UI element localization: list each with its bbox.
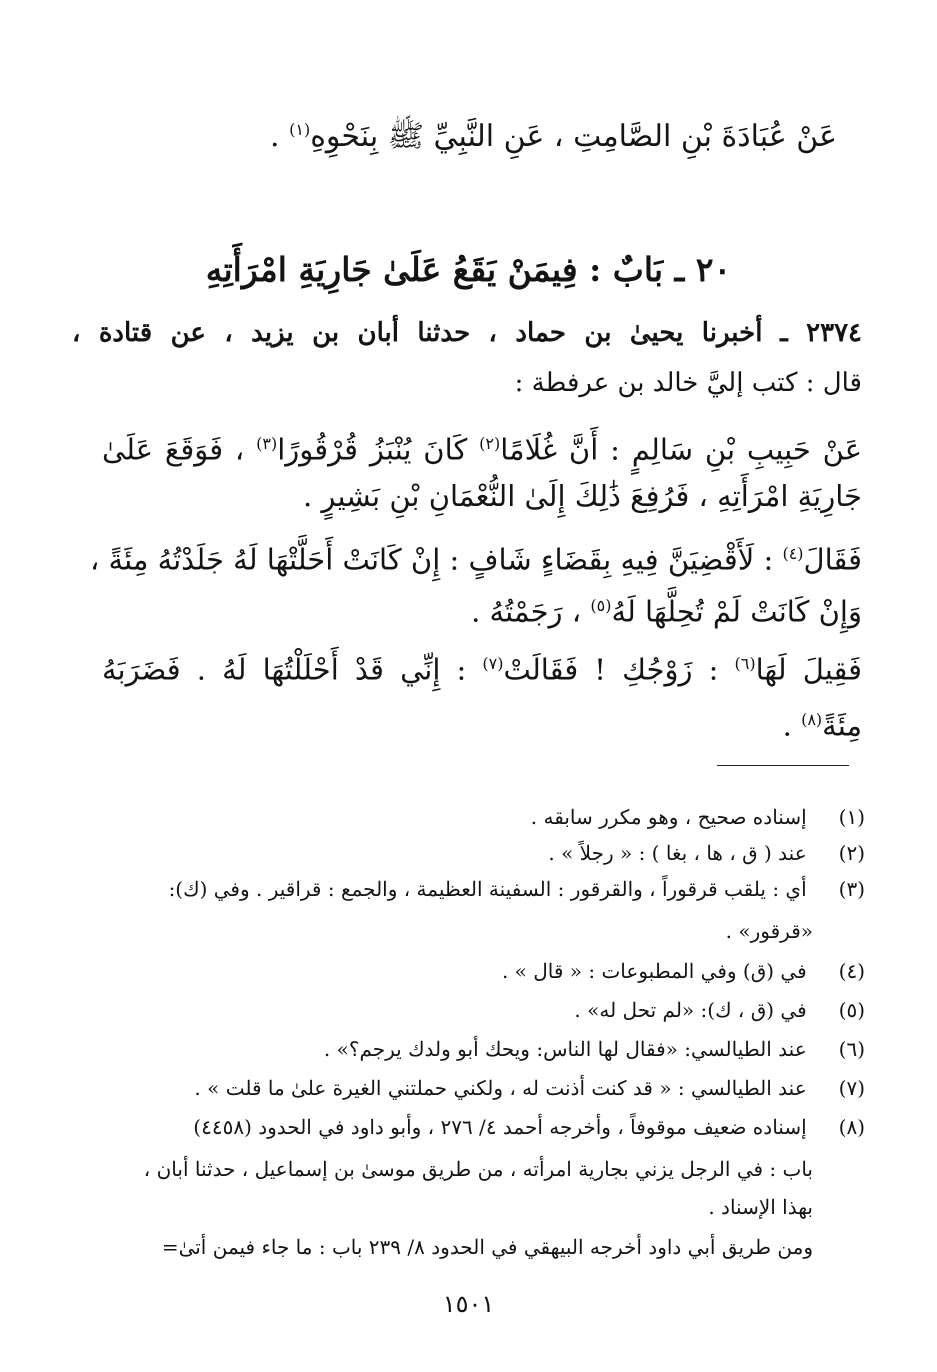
footnote-7: [70, 1073, 865, 1104]
footnote-text: عند الطيالسي: «فقال لها الناس: ويحك أبو ولدك يرجم؟» .: [323, 1037, 807, 1061]
footnote-text: أي : يلقب قرقوراً ، والقرقور : السفينة العظيمة ، والجمع : قراقير . وفي (ك):: [168, 877, 807, 901]
footnote-number: (٣): [838, 877, 865, 901]
isnad-text-1: أخبرنا يحيىٰ بن حماد ، حدثنا أبان بن يزيد ، عن قتادة ،: [72, 318, 763, 348]
p3-text-line2-b: .: [782, 708, 802, 743]
p2-text-b: : لَأَقْضِيَنَّ فِيهِ بِقَضَاءٍ شَافٍ : إِنْ كَانَتْ أَحَلَّتْهَا لَهُ جَلَدْتُهُ مِئَةً ،: [89, 542, 783, 577]
p3-text-c: : إِنِّي قَدْ أَحْلَلْتُهَا لَهُ . فَضَرَبَهُ: [102, 652, 483, 687]
footnote-ref-8: (٨): [801, 710, 823, 729]
chapter-heading: [0, 248, 937, 292]
hadith-paragraph-3-line-1: [102, 644, 862, 690]
p3-text-a: فَقِيلَ لَهَا: [755, 652, 862, 687]
footnote-8-continuation-1: [93, 1154, 813, 1185]
footnote-text: في (ق) وفي المطبوعات : « قال » .: [501, 959, 807, 983]
footnote-4: [70, 956, 865, 987]
footnote-continuation-text: باب : في الرجل يزني بجارية امرأته ، من طريق موسىٰ بن إسماعيل ، حدثنا أبان ،: [143, 1157, 813, 1181]
p1-text-a: عَنْ حَبِيبِ بْنِ سَالِمٍ : أَنَّ غُلَامًا: [500, 432, 863, 467]
p1-text-b: كَانَ يُنْبَزُ قُرْقُورًا: [277, 432, 480, 467]
hadith-paragraph-2-line-1: [89, 534, 862, 580]
footnote-8-continuation-3: [93, 1232, 813, 1263]
footnote-continuation-text: «قرقور» .: [725, 919, 813, 943]
footnote-3-continuation: [93, 916, 813, 947]
p2-text-a: فَقَالَ: [803, 542, 862, 577]
footnote-ref-1: (١): [289, 120, 311, 139]
footnote-ref-3: (٣): [256, 434, 278, 453]
hadith-paragraph-1-line-2: [72, 476, 862, 516]
footnote-6: [70, 1034, 865, 1065]
p1-text-c: ، فَوَقَعَ عَلَىٰ: [102, 432, 257, 467]
footnote-8-continuation-2: [93, 1192, 813, 1223]
footnote-ref-6: (٦): [734, 654, 756, 673]
p3-text-line2-a: مِئَةً: [822, 708, 862, 743]
page-number: ١٥٠١: [442, 1290, 495, 1318]
footnote-number: (٤): [838, 959, 865, 983]
footnote-separator: [717, 765, 849, 766]
hadith-isnad-line-1: [72, 314, 862, 352]
footnote-number: (٢): [838, 841, 865, 865]
p1-text-line2: جَارِيَةِ امْرَأَتِهِ ، فَرُفِعَ ذَٰلِكَ إِلَىٰ النُّعْمَانِ بْنِ بَشِيرٍ .: [303, 479, 862, 513]
footnote-number: (٥): [838, 998, 865, 1022]
footnote-number: (٨): [838, 1115, 865, 1139]
hadith-paragraph-2-line-2: [72, 586, 862, 632]
footnote-number: (٧): [838, 1076, 865, 1100]
footnote-text: إسناده ضعيف موقوفاً ، وأخرجه أحمد ٤/ ٢٧٦ ، وأبو داود في الحدود (٤٤٥٨): [193, 1115, 807, 1139]
footnote-text: في (ق ، ك): «لم تحل له» .: [574, 998, 807, 1022]
footnote-5: [70, 995, 865, 1026]
footnote-text: عند ( ق ، ها ، بغا ) : « رجلاً » .: [548, 841, 807, 865]
continuation-line: [137, 108, 837, 159]
chapter-number: ٢٠ ـ: [674, 250, 732, 289]
footnote-text: عند الطيالسي : « قد كنت أذنت له ، ولكني حملتني الغيرة علىٰ ما قلت » .: [194, 1076, 807, 1100]
footnote-ref-4: (٤): [782, 544, 804, 563]
footnote-ref-5: (٥): [590, 596, 612, 615]
footnote-2: [70, 838, 865, 869]
footnote-1: [70, 802, 865, 833]
footnote-text: إسناده صحيح ، وهو مكرر سابقه .: [530, 805, 807, 829]
footnote-ref-7: (٧): [482, 654, 504, 673]
footnote-8: [70, 1112, 865, 1143]
hadith-number: ٢٣٧٤ ـ: [780, 318, 862, 348]
isnad-text-2: قال : كتب إليَّ خالد بن عرفطة :: [514, 368, 862, 398]
hadith-isnad-line-2: [72, 364, 862, 402]
continuation-text: عَنْ عُبَادَةَ بْنِ الصَّامِتِ ، عَنِ النَّبِيِّ ﷺ بِنَحْوِهِ: [310, 119, 837, 154]
hadith-paragraph-3-line-2: [72, 700, 862, 746]
footnote-continuation-text: بهذا الإسناد .: [708, 1195, 813, 1219]
p3-text-b: : زَوْجُكِ ! فَقَالَتْ: [503, 652, 735, 687]
footnote-continuation-text: ومن طريق أبي داود أخرجه البيهقي في الحدود ٨/ ٢٣٩ باب : ما جاء فيمن أتىٰ=: [161, 1235, 813, 1259]
footnote-number: (١): [838, 805, 865, 829]
footnote-3: [70, 874, 865, 905]
p2-text-line2-b: ، رَجَمْتُهُ .: [471, 594, 591, 629]
p2-text-line2-a: وَإِنْ كَانَتْ لَمْ تُحِلَّهَا لَهُ: [611, 594, 862, 629]
footnote-number: (٦): [838, 1037, 865, 1061]
chapter-title: بَابٌ : فِيمَنْ يَقَعُ عَلَىٰ جَارِيَةِ امْرَأَتِهِ: [205, 250, 664, 289]
hadith-paragraph-1-line-1: [102, 424, 862, 470]
footnote-ref-2: (٢): [479, 434, 501, 453]
continuation-end: .: [270, 119, 290, 154]
